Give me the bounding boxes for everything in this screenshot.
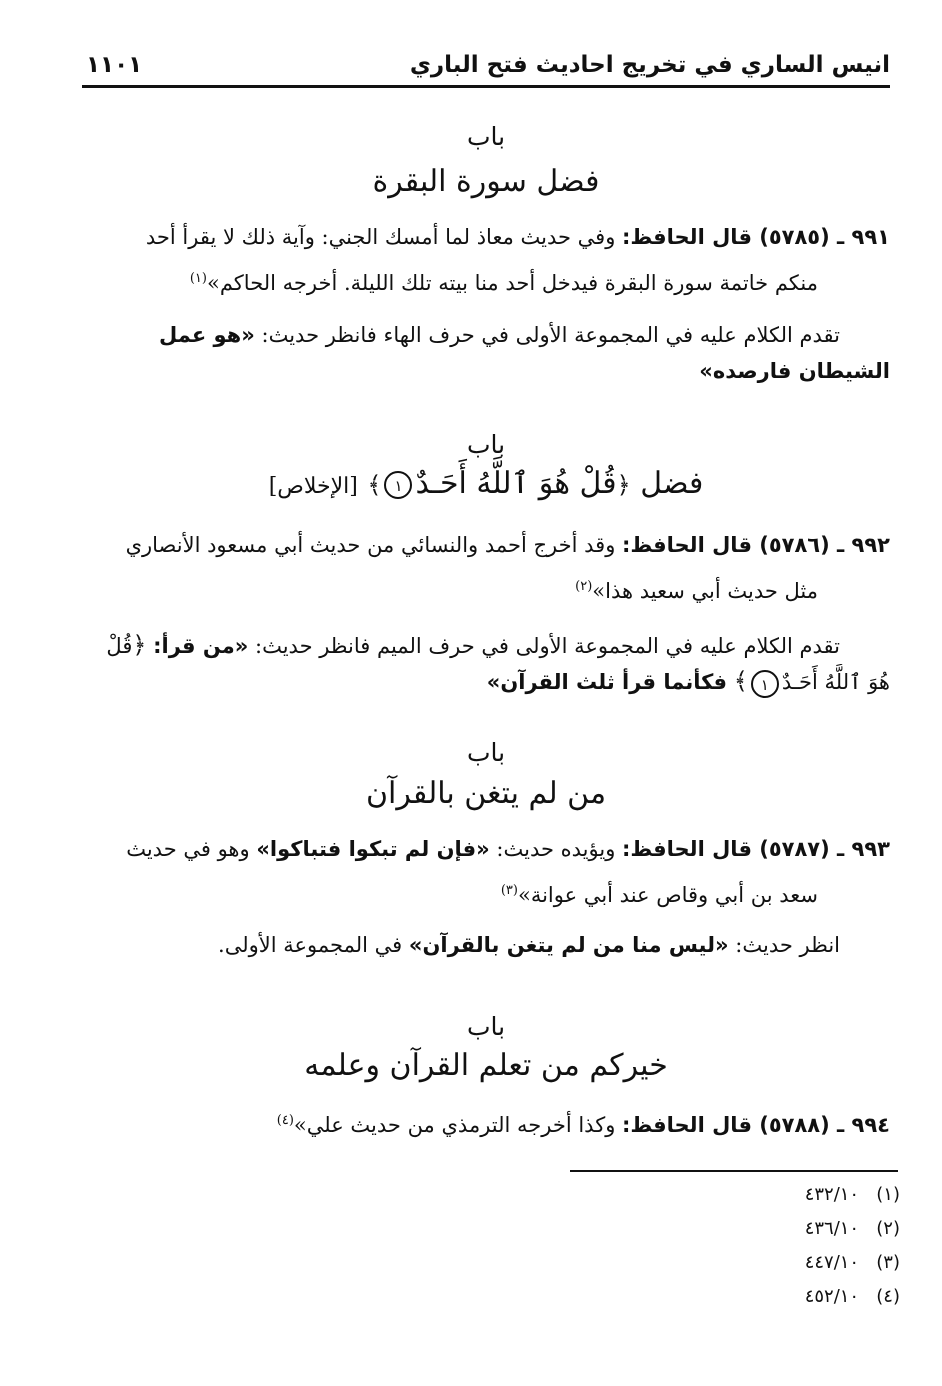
chapter-title: [82, 466, 890, 501]
note-hadith: «هو عمل: [159, 323, 255, 347]
surah-name: [الإخلاص]: [268, 474, 358, 499]
hadith-line: [82, 220, 890, 254]
footnote-ref: ٤٣٢/١٠: [804, 1184, 860, 1205]
note-text: تقدم الكلام عليه في المجموعة الأولى في حرف الهاء فانظر حديث:: [261, 323, 840, 347]
footnote: [760, 1184, 900, 1205]
footnote-ref: ٤٤٧/١٠: [804, 1252, 860, 1273]
note-hadith: الشيطان فارصده»: [699, 359, 890, 383]
hadith-text: منكم خاتمة سورة البقرة فيدخل أحد منا بيته تلك الليلة. أخرجه الحاكم»: [206, 271, 818, 295]
quran-bracket-close: ﴾: [733, 667, 748, 695]
hadith-text: سعد بن أبي وقاص عند أبي عوانة»: [517, 883, 818, 907]
hadith-text: وفي حديث معاذ لما أمسك الجني: وآية ذلك لا يقرأ أحد: [145, 225, 616, 249]
footnote-marker: (١): [189, 271, 207, 286]
hadith-quote: «فإن لم تبكوا فتباكوا»: [256, 837, 490, 861]
chapter-label: باب: [466, 1012, 506, 1041]
quran-bracket-open: ﴿: [132, 631, 147, 659]
aya-number-icon: ١: [751, 670, 779, 698]
footnote-number: (٣): [876, 1252, 900, 1273]
quran-text: قُلْ هُوَ ٱللَّهُ أَحَـدٌ: [415, 466, 617, 501]
chapter-title-prefix: فضل: [640, 466, 704, 501]
note-line: [82, 928, 890, 962]
note-line: [82, 318, 890, 352]
footnote-ref: ٤٥٢/١٠: [804, 1286, 860, 1307]
note-hadith: فكأنما قرأ ثلث القرآن»: [486, 670, 728, 694]
note-text: تقدم الكلام عليه في المجموعة الأولى في حرف الميم فانظر حديث:: [255, 634, 840, 658]
hadith-line: [82, 1104, 890, 1142]
hadith-text: مثل حديث أبي سعيد هذا»: [592, 579, 818, 603]
quran-bracket-close: ﴾: [367, 471, 382, 499]
hadith-line: [82, 874, 890, 912]
note-line: [82, 354, 890, 388]
note-text: في المجموعة الأولى.: [218, 933, 403, 957]
hadith-number: ٩٩٤ ـ (٥٧٨٨) قال الحافظ:: [622, 1113, 890, 1137]
running-header: [82, 44, 890, 88]
footnote-marker: (٣): [500, 883, 518, 898]
hadith-line: [82, 262, 890, 300]
note-hadith: «ليس منا من لم يتغن بالقرآن»: [408, 933, 729, 957]
quran-text: هُوَ ٱللَّهُ أَحَـدٌ: [781, 670, 890, 694]
hadith-number: ٩٩٣ ـ (٥٧٨٧) قال الحافظ:: [622, 837, 890, 861]
quran-text: قُلْ: [106, 634, 133, 658]
note-text: انظر حديث:: [735, 933, 840, 957]
chapter-label: باب: [466, 430, 506, 459]
footnote-marker: (٤): [276, 1113, 294, 1128]
note-hadith: «من قرأ:: [153, 634, 249, 658]
hadith-text: وهو في حديث: [126, 837, 250, 861]
note-line: [82, 664, 890, 699]
page-number: ١١٠١: [86, 52, 143, 78]
chapter-label: باب: [466, 122, 506, 151]
hadith-line: [82, 832, 890, 866]
hadith-text: ويؤيده حديث:: [496, 837, 616, 861]
footnote-ref: ٤٣٦/١٠: [804, 1218, 860, 1239]
aya-number-icon: ١: [384, 471, 412, 499]
footnote-number: (١): [876, 1184, 900, 1205]
hadith-line: [82, 570, 890, 608]
footnote-number: (٤): [876, 1286, 900, 1307]
note-line: [82, 628, 890, 663]
chapter-title: فضل سورة البقرة: [372, 164, 600, 199]
chapter-title: من لم يتغن بالقرآن: [365, 776, 607, 811]
hadith-line: [82, 528, 890, 562]
hadith-number: ٩٩٢ ـ (٥٧٨٦) قال الحافظ:: [622, 533, 890, 557]
footnote: [760, 1218, 900, 1239]
footnote-marker: (٢): [575, 579, 593, 594]
chapter-title: خيركم من تعلم القرآن وعلمه: [304, 1048, 668, 1083]
book-title: انيس الساري في تخريج احاديث فتح الباري: [409, 52, 890, 78]
footnote-number: (٢): [876, 1218, 900, 1239]
hadith-number: ٩٩١ ـ (٥٧٨٥) قال الحافظ:: [622, 225, 890, 249]
hadith-text: وكذا أخرجه الترمذي من حديث علي»: [293, 1113, 616, 1137]
footnote-divider: [570, 1170, 898, 1172]
chapter-label: باب: [466, 738, 506, 767]
footnote: [760, 1252, 900, 1273]
footnote: [760, 1286, 900, 1307]
quran-bracket-open: ﴿: [616, 471, 631, 499]
hadith-text: وقد أخرج أحمد والنسائي من حديث أبي مسعود الأنصاري: [125, 533, 616, 557]
